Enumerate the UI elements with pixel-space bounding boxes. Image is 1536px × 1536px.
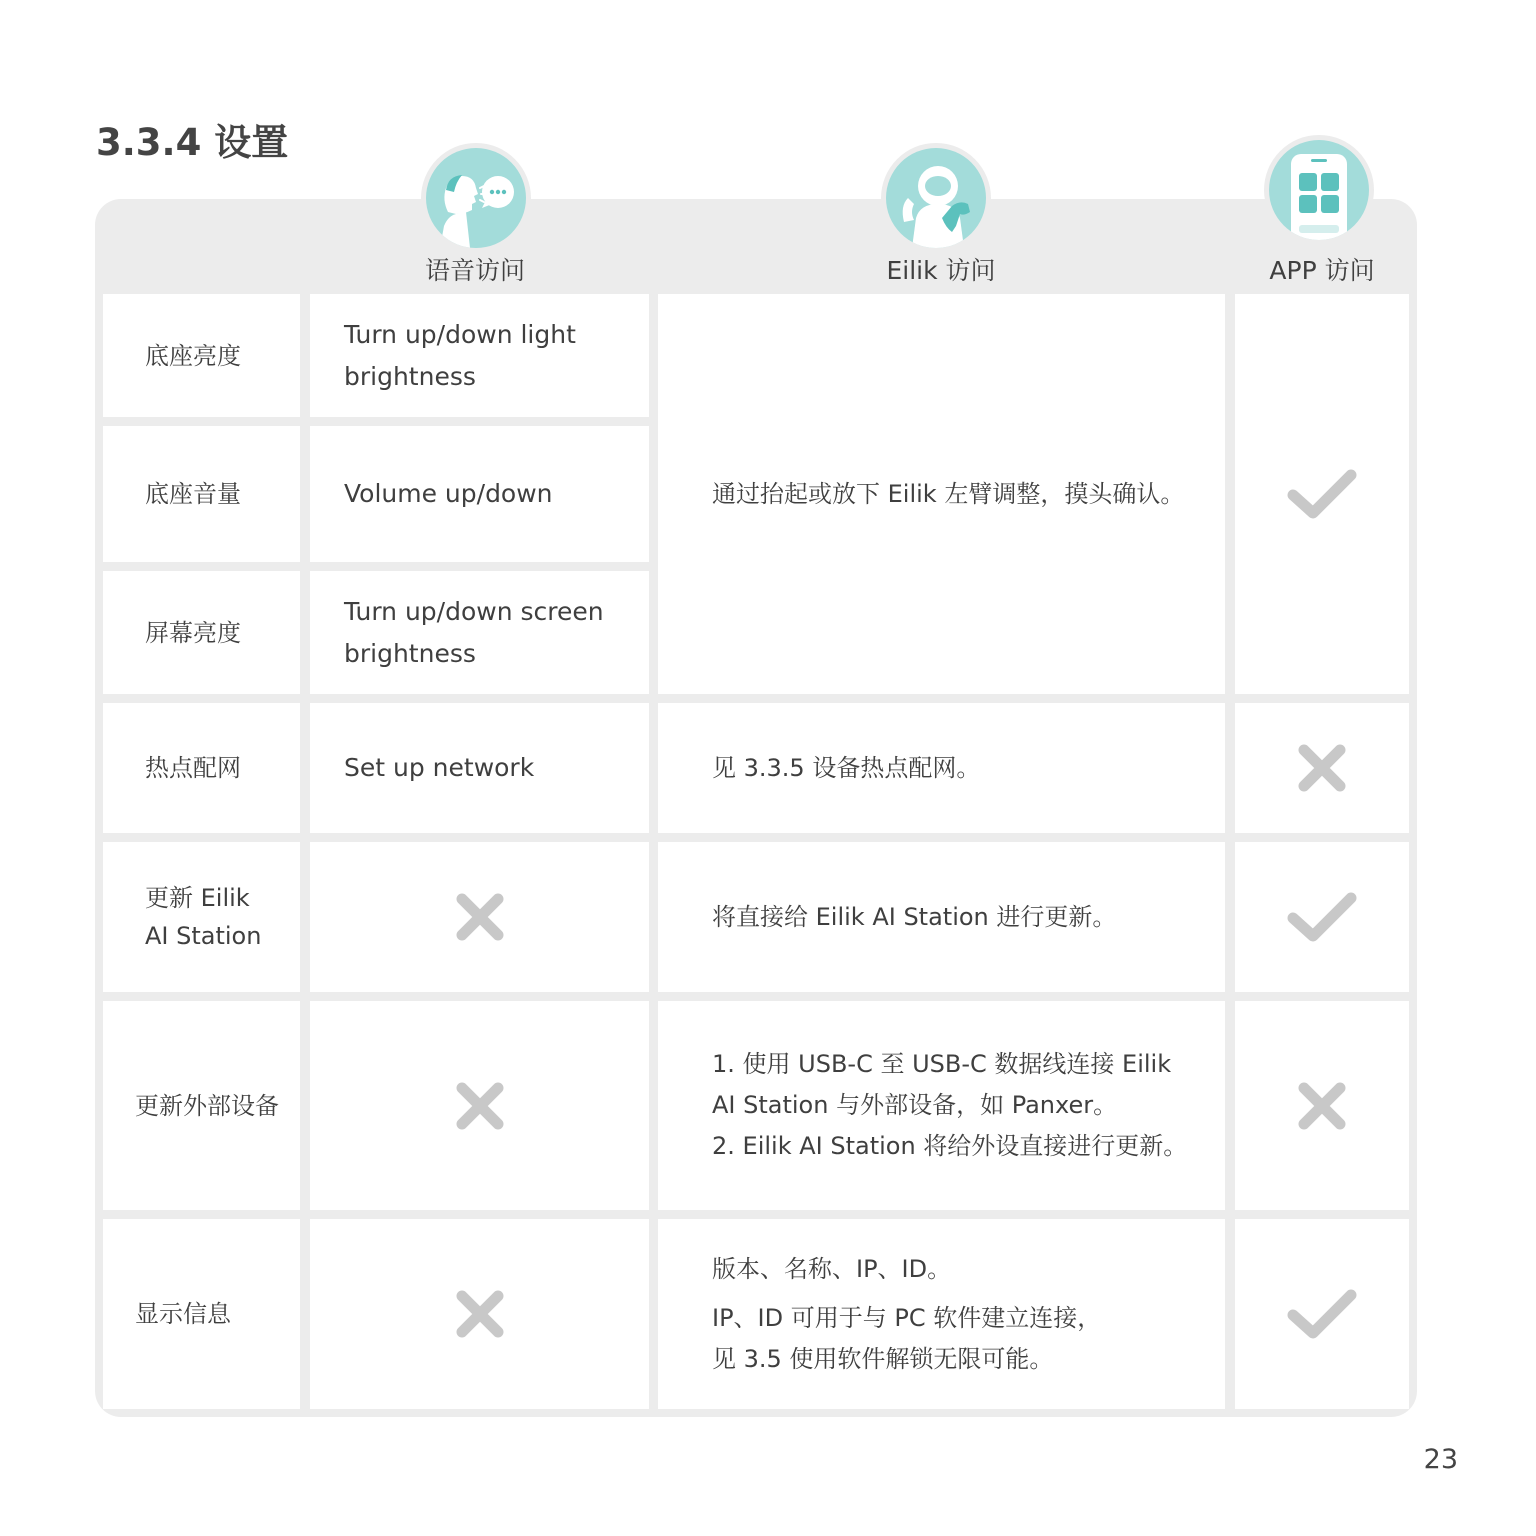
- check-icon: [1285, 888, 1359, 946]
- voice-command: [310, 1219, 649, 1409]
- check-icon: [1285, 465, 1359, 523]
- voice-command: [310, 1001, 649, 1210]
- eilik-robot-icon: [881, 143, 991, 253]
- row-label: 更新外部设备: [103, 1001, 300, 1210]
- app-support-merged: [1235, 294, 1409, 694]
- app-support: [1235, 703, 1409, 833]
- voice-command: Set up network: [310, 703, 649, 833]
- cross-icon: [454, 891, 506, 943]
- eilik-method-line: 1. 使用 USB-C 至 USB-C 数据线连接 Eilik: [712, 1050, 1172, 1078]
- cross-icon: [454, 1080, 506, 1132]
- row-label-line: 更新 Eilik: [145, 884, 250, 912]
- check-icon: [1285, 1285, 1359, 1343]
- row-label: 底座音量: [103, 426, 300, 562]
- voice-speaking-icon: [421, 143, 531, 253]
- cross-icon: [1296, 742, 1348, 794]
- eilik-method: 将直接给 Eilik AI Station 进行更新。: [658, 842, 1225, 992]
- app-support: [1235, 1219, 1409, 1409]
- voice-command: Turn up/down light brightness: [310, 294, 649, 417]
- eilik-method: [658, 1001, 1225, 1210]
- page-number: 23: [1423, 1444, 1458, 1475]
- eilik-method: 见 3.3.5 设备热点配网。: [658, 703, 1225, 833]
- column-header-voice: 语音访问: [424, 256, 525, 285]
- row-label: 热点配网: [103, 703, 300, 833]
- eilik-method-line: 2. Eilik AI Station 将给外设直接进行更新。: [712, 1132, 1188, 1160]
- app-support: [1235, 842, 1409, 992]
- cross-icon: [1296, 1080, 1348, 1132]
- eilik-method-line: IP、ID 可用于与 PC 软件建立连接，: [712, 1303, 1102, 1332]
- row-label: 底座亮度: [103, 294, 300, 417]
- eilik-method-merged: 通过抬起或放下 Eilik 左臂调整，摸头确认。: [658, 294, 1225, 694]
- row-label: 屏幕亮度: [103, 571, 300, 694]
- row-label-line: AI Station: [145, 922, 262, 950]
- voice-command: [310, 842, 649, 992]
- eilik-method-line: 见 3.5 使用软件解锁无限可能。: [712, 1344, 1054, 1373]
- cross-icon: [454, 1288, 506, 1340]
- voice-command: Volume up/down: [310, 426, 649, 562]
- row-label: 显示信息: [103, 1219, 300, 1409]
- eilik-method-line: AI Station 与外部设备，如 Panxer。: [712, 1091, 1118, 1119]
- column-header-app: APP 访问: [1269, 256, 1375, 285]
- voice-command: Turn up/down screen brightness: [310, 571, 649, 694]
- phone-app-icon: [1264, 135, 1374, 245]
- section-title: 3.3.4 设置: [96, 121, 289, 164]
- column-header-eilik: Eilik 访问: [886, 256, 996, 285]
- eilik-method-line: 版本、名称、IP、ID。: [712, 1254, 952, 1283]
- eilik-method: [658, 1219, 1225, 1409]
- app-support: [1235, 1001, 1409, 1210]
- row-label: [103, 842, 300, 992]
